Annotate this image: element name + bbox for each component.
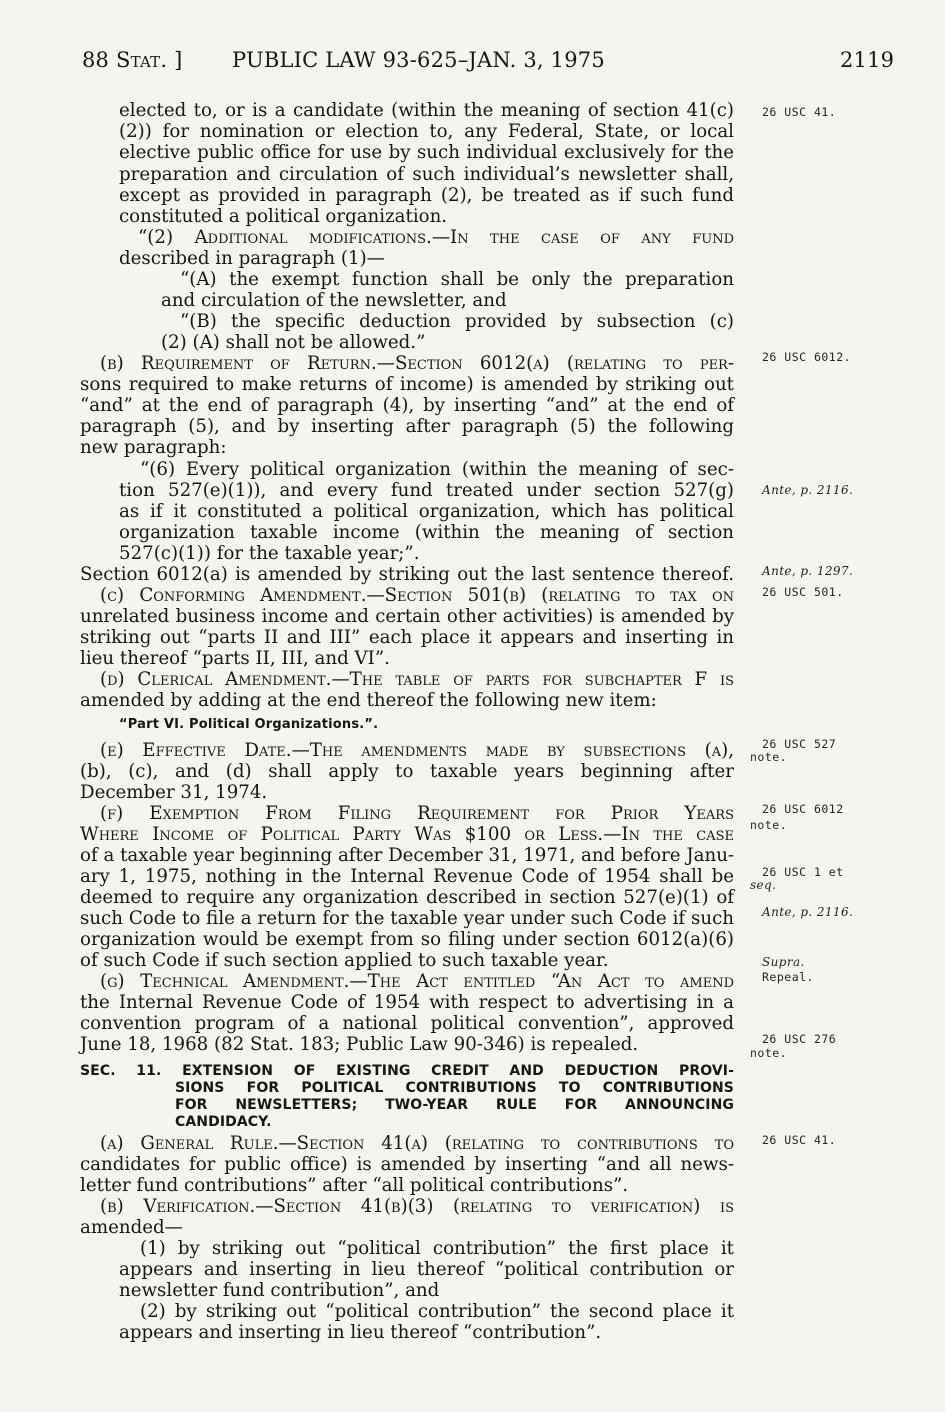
text-line: newsletter fund contribution”, and — [119, 1280, 440, 1301]
text-line: organization would be exempt from so filing under section 6012(a)(6) — [80, 929, 734, 950]
text-line: of such Code if such section applied to such taxable year. — [80, 950, 609, 971]
law-title: PUBLIC LAW 93-625–JAN. 3, 1975 — [232, 48, 605, 72]
text-line: elective public office for use by such individual exclusively for the — [119, 142, 734, 163]
text-line: striking out “parts II and III” each place it appears and inserting in — [80, 627, 734, 648]
text-line: except as provided in paragraph (2), be treated as if such fund — [119, 185, 734, 206]
text-line: Section 6012(a) is amended by striking out the last sentence thereof. — [80, 564, 734, 585]
margin-citation: 26 USC 276 — [762, 1032, 837, 1046]
text-line: deemed to require any organization described in section 527(e)(1) of — [80, 887, 734, 908]
text-line: (1) by striking out “political contribution” the first place it — [140, 1238, 734, 1259]
text-line: tion 527(e)(1)), and every fund treated under section 527(g) — [119, 480, 734, 501]
section-heading: SIONS FOR POLITICAL CONTRIBUTIONS TO CONTRIBUTIONS — [175, 1080, 734, 1096]
text-line: constituted a political organization. — [119, 206, 448, 227]
paragraph-heading: (f) Exemption From Filing Requirement for Prior Years — [100, 803, 734, 824]
paragraph-heading: (d) Clerical Amendment.—The table of parts for subchapter F is — [100, 669, 734, 690]
text-line: described in paragraph (1)— — [119, 248, 385, 269]
text-line: “(6) Every political organization (within the meaning of sec- — [140, 459, 734, 480]
margin-citation: Supra. — [762, 955, 805, 969]
paragraph-heading: “(2) Additional modifications.—In the case of any fund — [138, 227, 734, 248]
text-line: (2) (A) shall not be allowed.” — [161, 332, 426, 353]
text-line: amended by adding at the end thereof the following new item: — [80, 690, 657, 711]
text-line: (2)) for nomination or election to, any Federal, State, or local — [119, 121, 734, 142]
margin-citation: 26 USC 6012. — [762, 350, 852, 364]
margin-citation: 26 USC 41. — [762, 105, 837, 119]
margin-citation: note. — [750, 818, 788, 832]
text-line: and circulation of the newsletter, and — [161, 290, 507, 311]
margin-citation: Repeal. — [762, 970, 814, 984]
text-line: as if it constituted a political organization, which has political — [119, 501, 734, 522]
text-line: “(B) the specific deduction provided by subsection (c) — [180, 311, 734, 332]
text-line: paragraph (5), and by inserting after paragraph (5) the following — [80, 416, 734, 437]
paragraph-heading: Where Income of Political Party Was $100 or Less.—In the case — [80, 824, 734, 845]
text-line: “(A) the exempt function shall be only the preparation — [180, 269, 734, 290]
text-line: sons required to make returns of income) is amended by striking out — [80, 374, 734, 395]
text-line: organization taxable income (within the meaning of section — [119, 522, 734, 543]
text-line: ary 1, 1975, nothing in the Internal Revenue Code of 1954 shall be — [80, 866, 734, 887]
text-line: “and” at the end of paragraph (4), by inserting “and” at the end of — [80, 395, 734, 416]
text-line: preparation and circulation of such individual’s newsletter shall, — [119, 164, 734, 185]
margin-citation: 26 USC 1 et — [762, 865, 844, 879]
section-heading: SEC. 11. EXTENSION OF EXISTING CREDIT AND DEDUCTION PROVI- — [80, 1063, 734, 1079]
text-line: amended— — [80, 1217, 183, 1238]
section-heading: FOR NEWSLETTERS; TWO-YEAR RULE FOR ANNOUNCING — [175, 1097, 734, 1113]
table-item: “Part VI. Political Organizations.”. — [119, 717, 379, 732]
text-line: (2) by striking out “political contribution” the second place it — [140, 1301, 734, 1322]
text-line: elected to, or is a candidate (within the meaning of section 41(c) — [119, 100, 734, 121]
margin-citation: 26 USC 501. — [762, 585, 844, 599]
text-line: unrelated business income and certain other activities) is amended by — [80, 606, 734, 627]
text-line: appears and inserting in lieu thereof “contribution”. — [119, 1322, 602, 1343]
text-line: candidates for public office) is amended by inserting “and all news- — [80, 1154, 734, 1175]
paragraph-heading: (b) Requirement of Return.—Section 6012(a) (relating to per- — [100, 353, 734, 374]
margin-citation: seq. — [750, 878, 777, 892]
paragraph-heading: (e) Effective Date.—The amendments made by subsections (a), — [100, 740, 734, 761]
text-line: lieu thereof “parts II, III, and VI”. — [80, 648, 390, 669]
margin-citation: Ante, p. 2116. — [762, 483, 854, 497]
text-line: 527(c)(1)) for the taxable year;”. — [119, 543, 420, 564]
section-heading: CANDIDACY. — [175, 1114, 272, 1130]
text-line: the Internal Revenue Code of 1954 with respect to advertising in a — [80, 992, 734, 1013]
paragraph-heading: (g) Technical Amendment.—The Act entitled “An Act to amend — [100, 971, 734, 992]
paragraph-heading: (c) Conforming Amendment.—Section 501(b) (relating to tax on — [100, 585, 734, 606]
text-line: letter fund contributions” after “all political contributions”. — [80, 1175, 629, 1196]
margin-citation: 26 USC 527 — [762, 737, 837, 751]
paragraph-heading: (a) General Rule.—Section 41(a) (relating to contributions to — [100, 1133, 734, 1154]
text-line: June 18, 1968 (82 Stat. 183; Public Law 90-346) is repealed. — [80, 1034, 639, 1055]
margin-citation: 26 USC 6012 — [762, 802, 844, 816]
margin-citation: note. — [750, 750, 788, 764]
margin-citation: Ante, p. 1297. — [762, 564, 854, 578]
margin-citation: note. — [750, 1046, 788, 1060]
text-line: December 31, 1974. — [80, 782, 268, 803]
margin-citation: Ante, p. 2116. — [762, 905, 854, 919]
text-line: such Code to file a return for the taxable year under such Code if such — [80, 908, 734, 929]
text-line: convention program of a national political convention”, approved — [80, 1013, 734, 1034]
text-line: new paragraph: — [80, 437, 227, 458]
text-line: (b), (c), and (d) shall apply to taxable years beginning after — [80, 761, 734, 782]
paragraph-heading: (b) Verification.—Section 41(b)(3) (relating to verification) is — [100, 1196, 734, 1217]
page-number: 2119 — [840, 48, 895, 72]
text-line: appears and inserting in lieu thereof “political contribution or — [119, 1259, 734, 1280]
statute-volume: 88 Stat. ] — [82, 48, 183, 72]
margin-citation: 26 USC 41. — [762, 1133, 837, 1147]
text-line: of a taxable year beginning after December 31, 1971, and before Janu- — [80, 845, 735, 866]
